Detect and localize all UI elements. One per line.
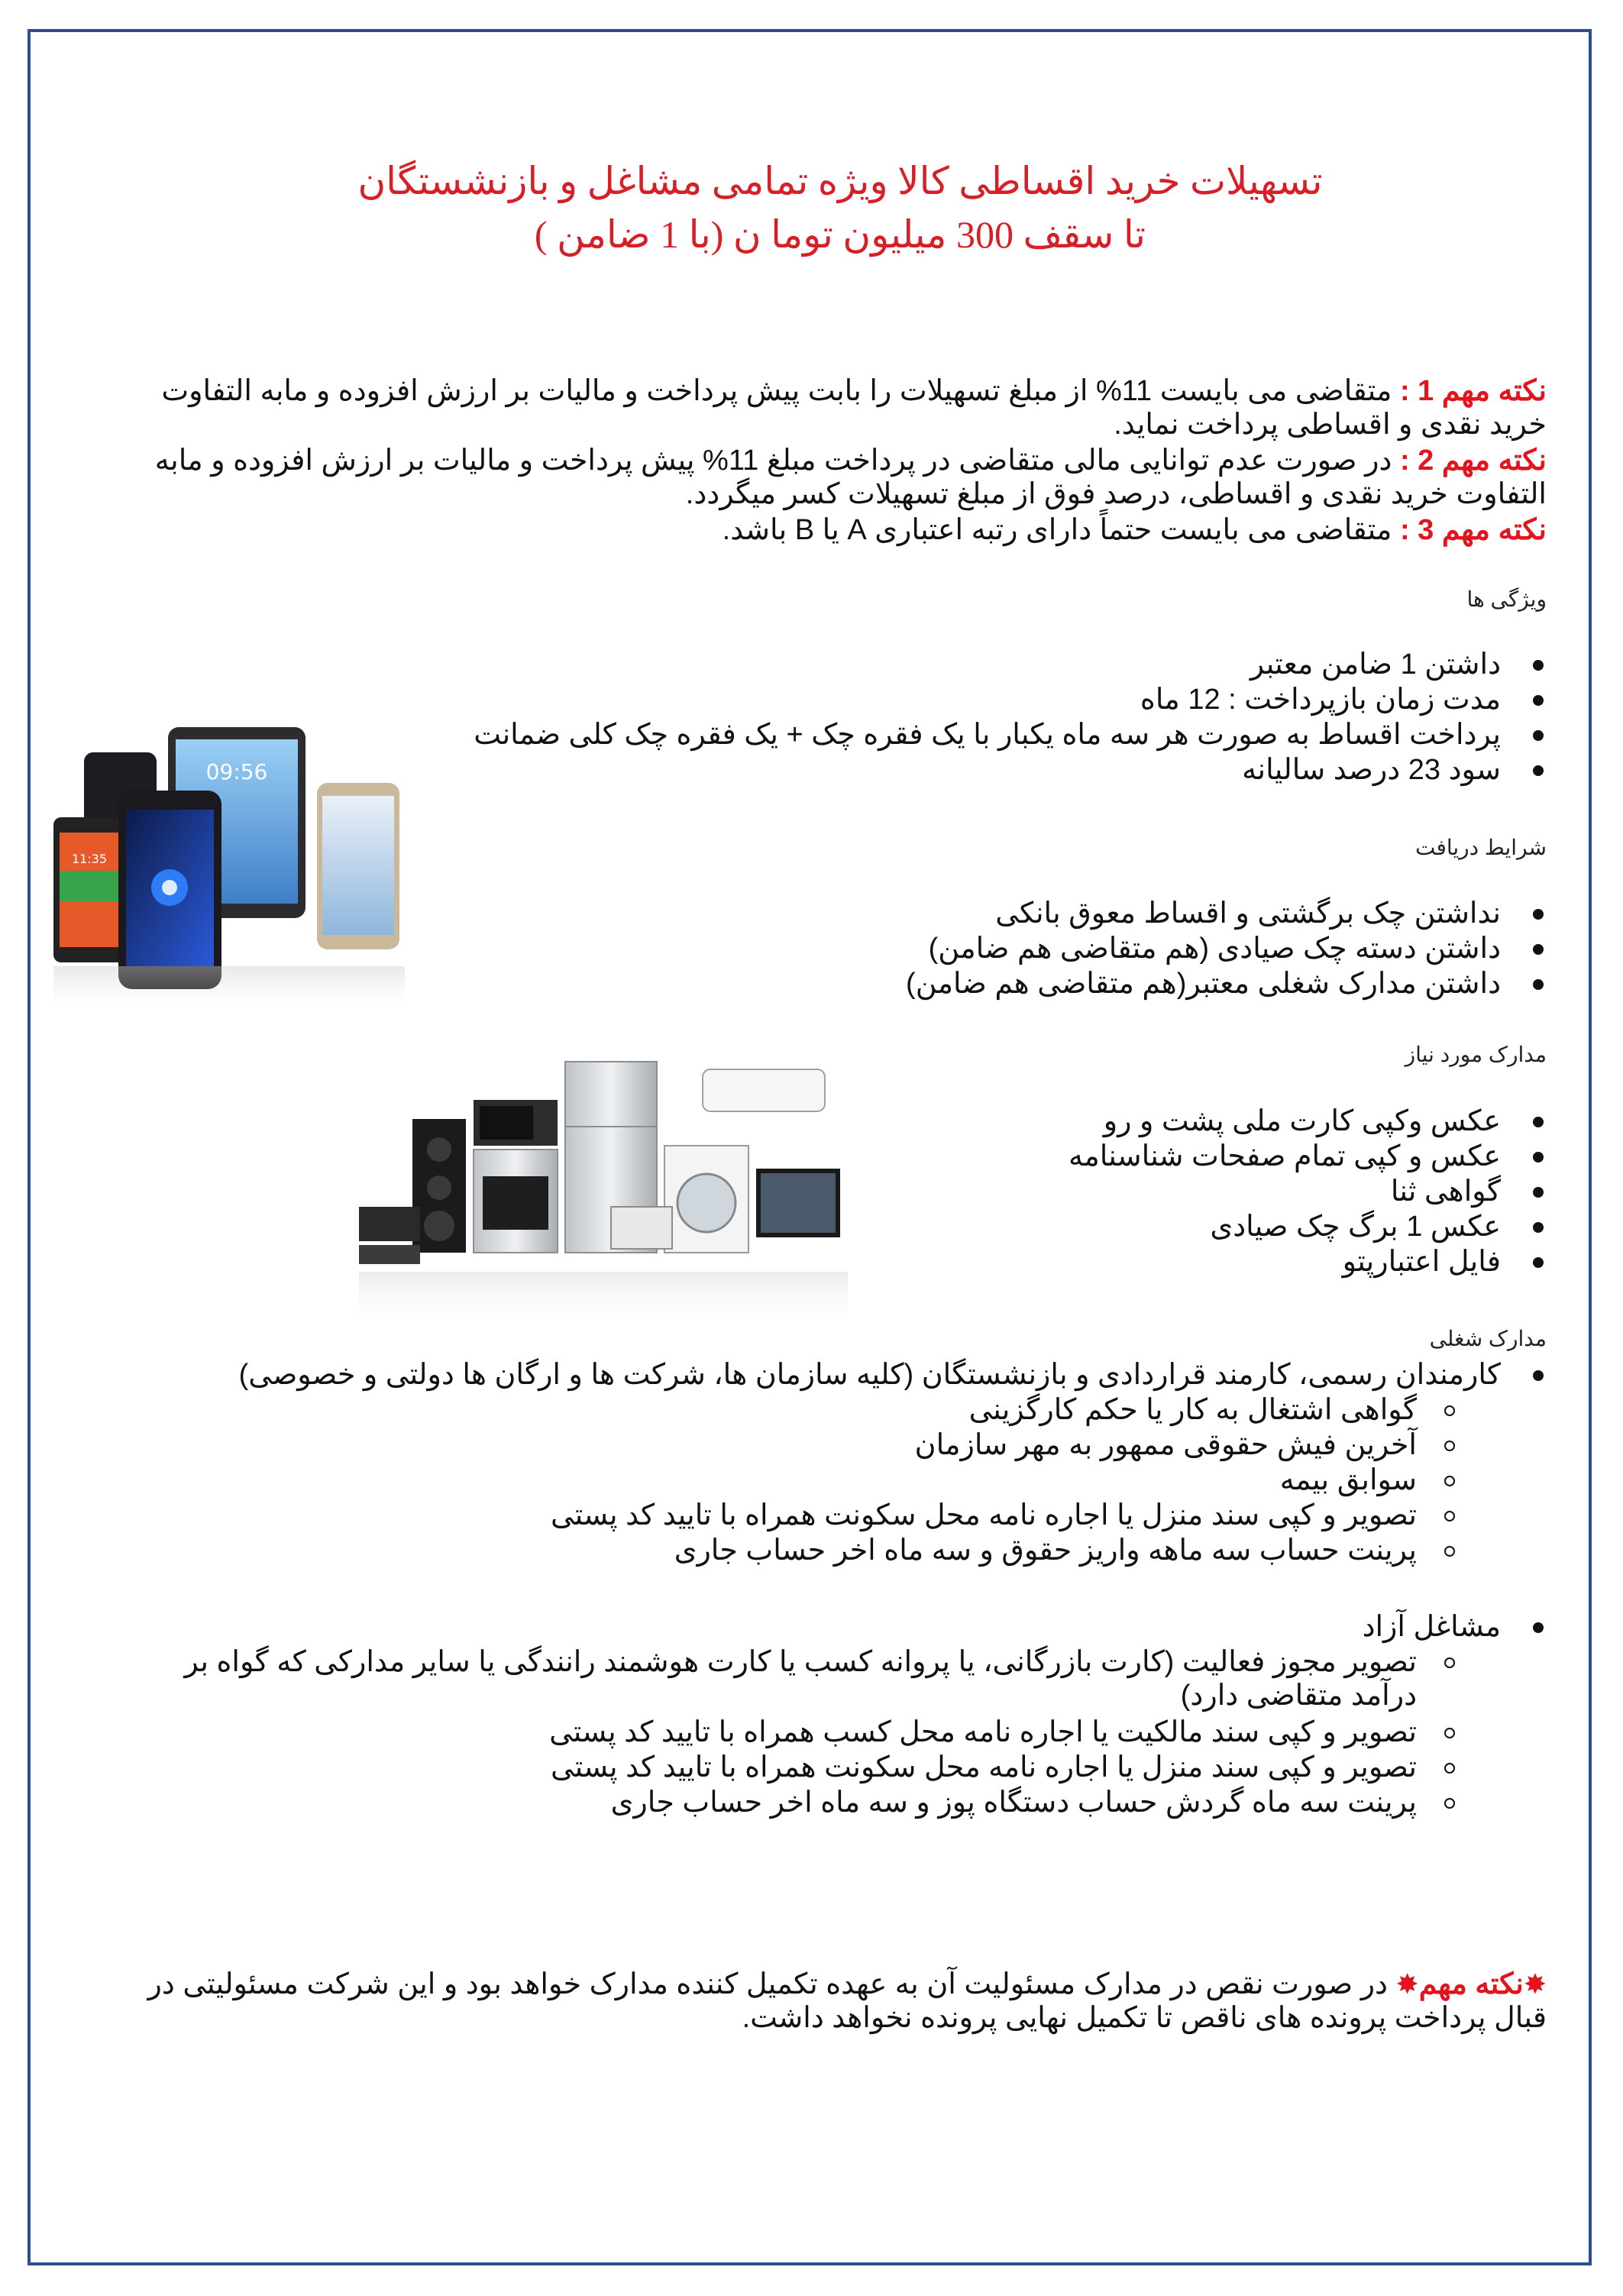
features-heading: ویژگی ها <box>1466 587 1547 611</box>
footer-note-text: در صورت نقص در مدارک مسئولیت آن به عهده تکمیل کننده مدارک خواهد بود و این شرکت مسئولیتی در قبال پرداخت پرونده های ناقص تا تکمیل نهایی پرونده نخواهد داشت. <box>147 1968 1547 2034</box>
phones-tablets-image <box>53 710 405 1016</box>
conditions-heading: شرایط دریافت <box>1414 836 1547 859</box>
page-subtitle: تا سقف 300 میلیون توما ن (با 1 ضامن ) <box>534 213 1146 256</box>
employees-item: آخرین فیش حقوقی ممهور به مهر سازمان <box>914 1429 1417 1461</box>
employees-label: کارمندان رسمی، کارمند قراردادی و بازنشستگان (کلیه سازمان ها، شرکت ها و ارگان ها دولتی و خصوصی) <box>238 1359 1501 1391</box>
features-item: سود 23 درصد سالیانه <box>1242 754 1501 786</box>
employees-item: پرینت حساب سه ماهه واریز حقوق و سه ماه اخر حساب جاری <box>674 1534 1417 1567</box>
svg-text:09:56: 09:56 <box>205 759 268 784</box>
note-1 <box>99 374 1547 441</box>
documents-item: گواهی ثنا <box>1390 1175 1501 1208</box>
employees-item: گواهی اشتغال به کار یا حکم کارگزینی <box>968 1394 1417 1426</box>
documents-item: عکس 1 برگ چک صیادی <box>1210 1211 1501 1243</box>
note-3 <box>723 513 1547 547</box>
documents-item: عکس و کپی تمام صفحات شناسنامه <box>1069 1140 1501 1172</box>
self-employed-label: مشاغل آزاد <box>1362 1611 1501 1643</box>
features-item: پرداخت اقساط به صورت هر سه ماه یکبار با یک فقره چک + یک فقره چک کلی ضمانت <box>474 719 1501 751</box>
self-employed-item: تصویر و کپی سند منزل یا اجاره نامه محل سکونت همراه با تایید کد پستی <box>550 1751 1417 1783</box>
note-3-text: متقاضی می بایست حتماً دارای رتبه اعتباری A یا B باشد. <box>722 514 1400 546</box>
conditions-item: نداشتن چک برگشتی و اقساط معوق بانکی <box>995 897 1501 930</box>
note-2-text: در صورت عدم توانایی مالی متقاضی در پرداخت مبلغ 11% پیش پرداخت و مالیات بر ارزش افزوده و مابه التفاوت خرید نقدی و اقساطی، درصد فوق از مبلغ تسهیلات کسر میگردد. <box>154 445 1547 510</box>
starburst-icon: ✸ <box>1395 1968 1419 2000</box>
note-2-label: نکته مهم 2 : <box>1399 445 1547 477</box>
documents-item: عکس وکپی کارت ملی پشت و رو <box>1103 1105 1501 1137</box>
footer-note-label: نکته مهم <box>1418 1968 1524 2000</box>
note-1-label: نکته مهم 1 : <box>1399 375 1547 407</box>
features-item: داشتن 1 ضامن معتبر <box>1250 648 1501 681</box>
starburst-icon: ✸ <box>1523 1968 1547 2000</box>
conditions-item: داشتن مدارک شغلی معتبر(هم متقاضی هم ضامن) <box>906 968 1501 1000</box>
documents-heading: مدارک مورد نیاز <box>1405 1043 1547 1066</box>
documents-item: فایل اعتبارپتو <box>1342 1246 1501 1278</box>
note-2 <box>149 444 1547 511</box>
job-docs-heading: مدارک شغلی <box>1429 1327 1547 1350</box>
note-3-label: نکته مهم 3 : <box>1399 514 1547 546</box>
footer-note <box>130 1968 1547 2035</box>
page-title: تسهیلات خرید اقساطی کالا ویژه تمامی مشاغل و بازنشستگان <box>357 160 1323 202</box>
note-1-text: متقاضی می بایست 11% از مبلغ تسهیلات را بابت پیش پرداخت و مالیات بر ارزش افزوده و مابه التفاوت خرید نقدی و اقساطی پرداخت نماید. <box>161 375 1547 441</box>
employees-item: سوابق بیمه <box>1279 1464 1417 1496</box>
svg-text:11:35: 11:35 <box>71 852 108 866</box>
self-employed-item: تصویر مجوز فعالیت (کارت بازرگانی، یا پروانه کسب یا کارت هوشمند رانندگی یا سایر مدارکی که گواه بر درآمد متقاضی دارد) <box>126 1645 1417 1712</box>
self-employed-item: پرینت سه ماه گردش حساب دستگاه پوز و سه ماه اخر حساب جاری <box>610 1787 1417 1819</box>
home-appliances-image <box>359 1054 848 1329</box>
employees-item: تصویر و کپی سند منزل یا اجاره نامه محل سکونت همراه با تایید کد پستی <box>550 1499 1417 1531</box>
self-employed-item: تصویر و کپی سند مالکیت یا اجاره نامه محل کسب همراه با تایید کد پستی <box>549 1716 1417 1748</box>
conditions-item: داشتن دسته چک صیادی (هم متقاضی هم ضامن) <box>928 933 1501 965</box>
features-item: مدت زمان بازپرداخت : 12 ماه <box>1140 684 1501 716</box>
